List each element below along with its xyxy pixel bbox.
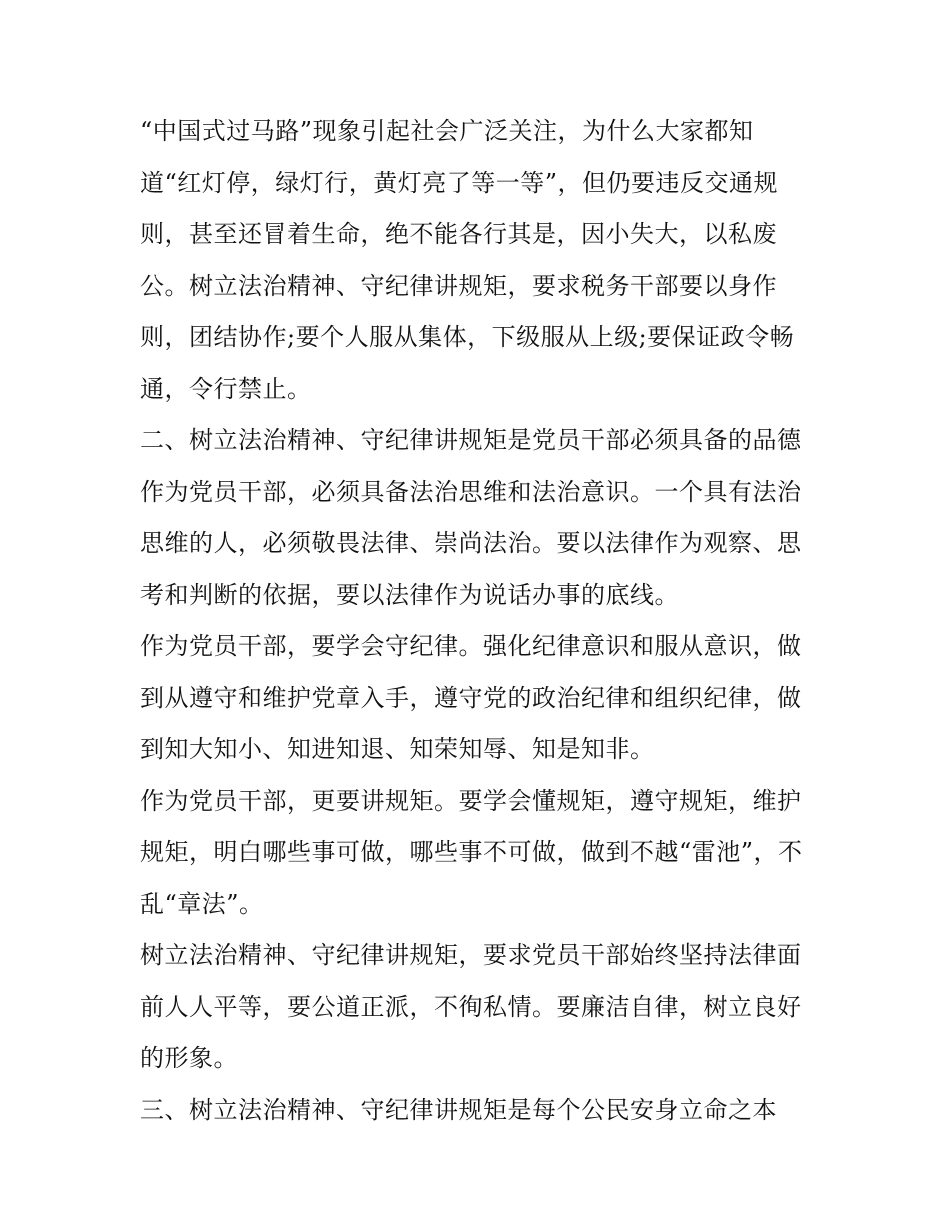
text-line: 作为党员干部，要学会守纪律。强化纪律意识和服从意识，做: [140, 632, 802, 660]
document-body: [140, 106, 820, 1136]
text-line: 考和判断的依据，要以法律作为说话办事的底线。: [140, 580, 679, 609]
text-line: 的形象。: [140, 1044, 238, 1072]
text-line: 规矩，明白哪些事可做，哪些事不可做，做到不越“雷池”，不: [140, 838, 803, 866]
text-line: 到知大知小、知进知退、知荣知辱、知是知非。: [140, 735, 655, 763]
text-line: “中国式过马路”现象引起社会广泛关注，为什么大家都知: [140, 117, 754, 145]
text-line: 前人人平等，要公道正派，不徇私情。要廉洁自律，树立良好: [140, 992, 802, 1021]
text-line: 到从遵守和维护党章入手，遵守党的政治纪律和组织纪律，做: [140, 683, 802, 712]
section-heading-3: 三、树立法治精神、守纪律讲规矩是每个公民安身立命之本: [140, 1095, 777, 1124]
text-line: 通，令行禁止。: [140, 374, 312, 403]
text-line: 作为党员干部，必须具备法治思维和法治意识。一个具有法治: [140, 477, 802, 506]
text-line: 思维的人，必须敬畏法律、崇尚法治。要以法律作为观察、思: [140, 529, 802, 557]
text-line: 则，甚至还冒着生命，绝不能各行其是，因小失大，以私废: [140, 220, 777, 248]
text-line: 树立法治精神、守纪律讲规矩，要求党员干部始终坚持法律面: [140, 941, 802, 969]
text-line: 作为党员干部，更要讲规矩。要学会懂规矩，遵守规矩，维护: [140, 786, 802, 815]
text-line: 则，团结协作;要个人服从集体，下级服从上级;要保证政令畅: [140, 323, 795, 351]
text-line: 道“红灯停，绿灯行，黄灯亮了等一等”，但仍要违反交通规: [140, 168, 779, 197]
text-line: 乱“章法”。: [140, 889, 264, 918]
section-heading-2: 二、树立法治精神、守纪律讲规矩是党员干部必须具备的品德: [140, 426, 802, 454]
text-line: 公。树立法治精神、守纪律讲规矩，要求税务干部要以身作: [140, 271, 777, 300]
